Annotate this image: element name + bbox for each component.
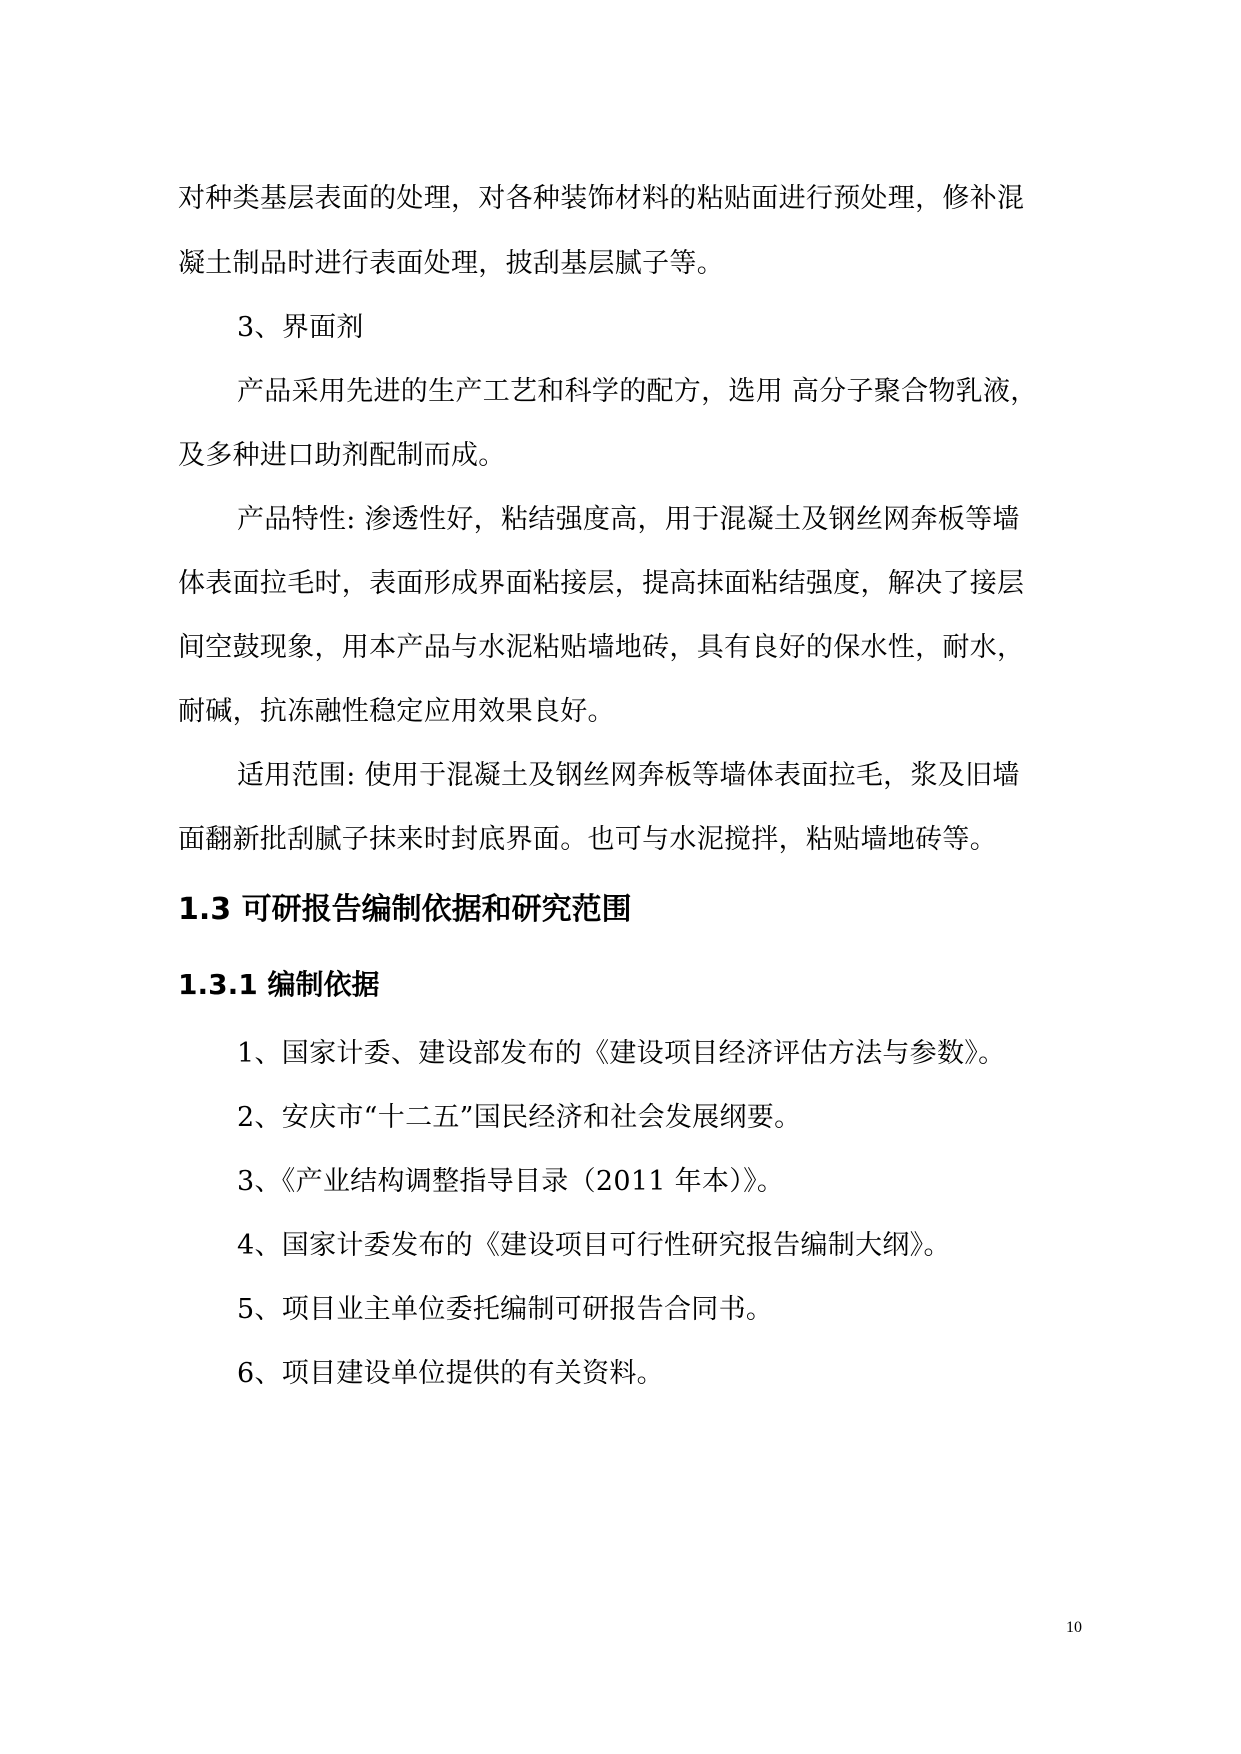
paragraph-line: 面翻新批刮腻子抹来时封底界面。也可与水泥搅拌，粘贴墙地砖等。 [178,824,997,855]
paragraph-line: 间空鼓现象，用本产品与水泥粘贴墙地砖，具有良好的保水性，耐水， [178,632,1025,663]
subsection-heading: 1.3.1 编制依据 [178,968,380,1001]
list-item: 3、《产业结构调整指导目录（2011 年本）》。 [237,1166,785,1197]
paragraph-line: 耐碱，抗冻融性稳定应用效果良好。 [178,696,615,727]
list-item: 5、项目业主单位委托编制可研报告合同书。 [237,1294,774,1325]
list-item: 4、国家计委发布的《建设项目可行性研究报告编制大纲》。 [237,1230,951,1261]
paragraph-line: 适用范围: 使用于混凝土及钢丝网奔板等墙体表面拉毛，浆及旧墙 [237,760,1020,791]
list-item: 2、安庆市“十二五”国民经济和社会发展纲要。 [237,1102,802,1133]
section-heading: 1.3 可研报告编制依据和研究范围 [178,892,632,927]
paragraph-line: 凝土制品时进行表面处理，披刮基层腻子等。 [178,248,724,279]
paragraph-line: 产品特性: 渗透性好，粘结强度高，用于混凝土及钢丝网奔板等墙 [237,504,1020,535]
list-item: 1、国家计委、建设部发布的《建设项目经济评估方法与参数》。 [237,1038,1006,1069]
item-heading: 3、界面剂 [237,312,364,343]
list-item: 6、项目建设单位提供的有关资料。 [237,1358,664,1389]
page-number: 10 [1066,1619,1082,1636]
paragraph-line: 产品采用先进的生产工艺和科学的配方，选用 高分子聚合物乳液， [237,376,1038,407]
paragraph-line: 及多种进口助剂配制而成。 [178,440,506,471]
paragraph-line: 对种类基层表面的处理，对各种装饰材料的粘贴面进行预处理，修补混 [178,183,1025,214]
paragraph-line: 体表面拉毛时，表面形成界面粘接层，提高抹面粘结强度，解决了接层 [178,568,1025,599]
